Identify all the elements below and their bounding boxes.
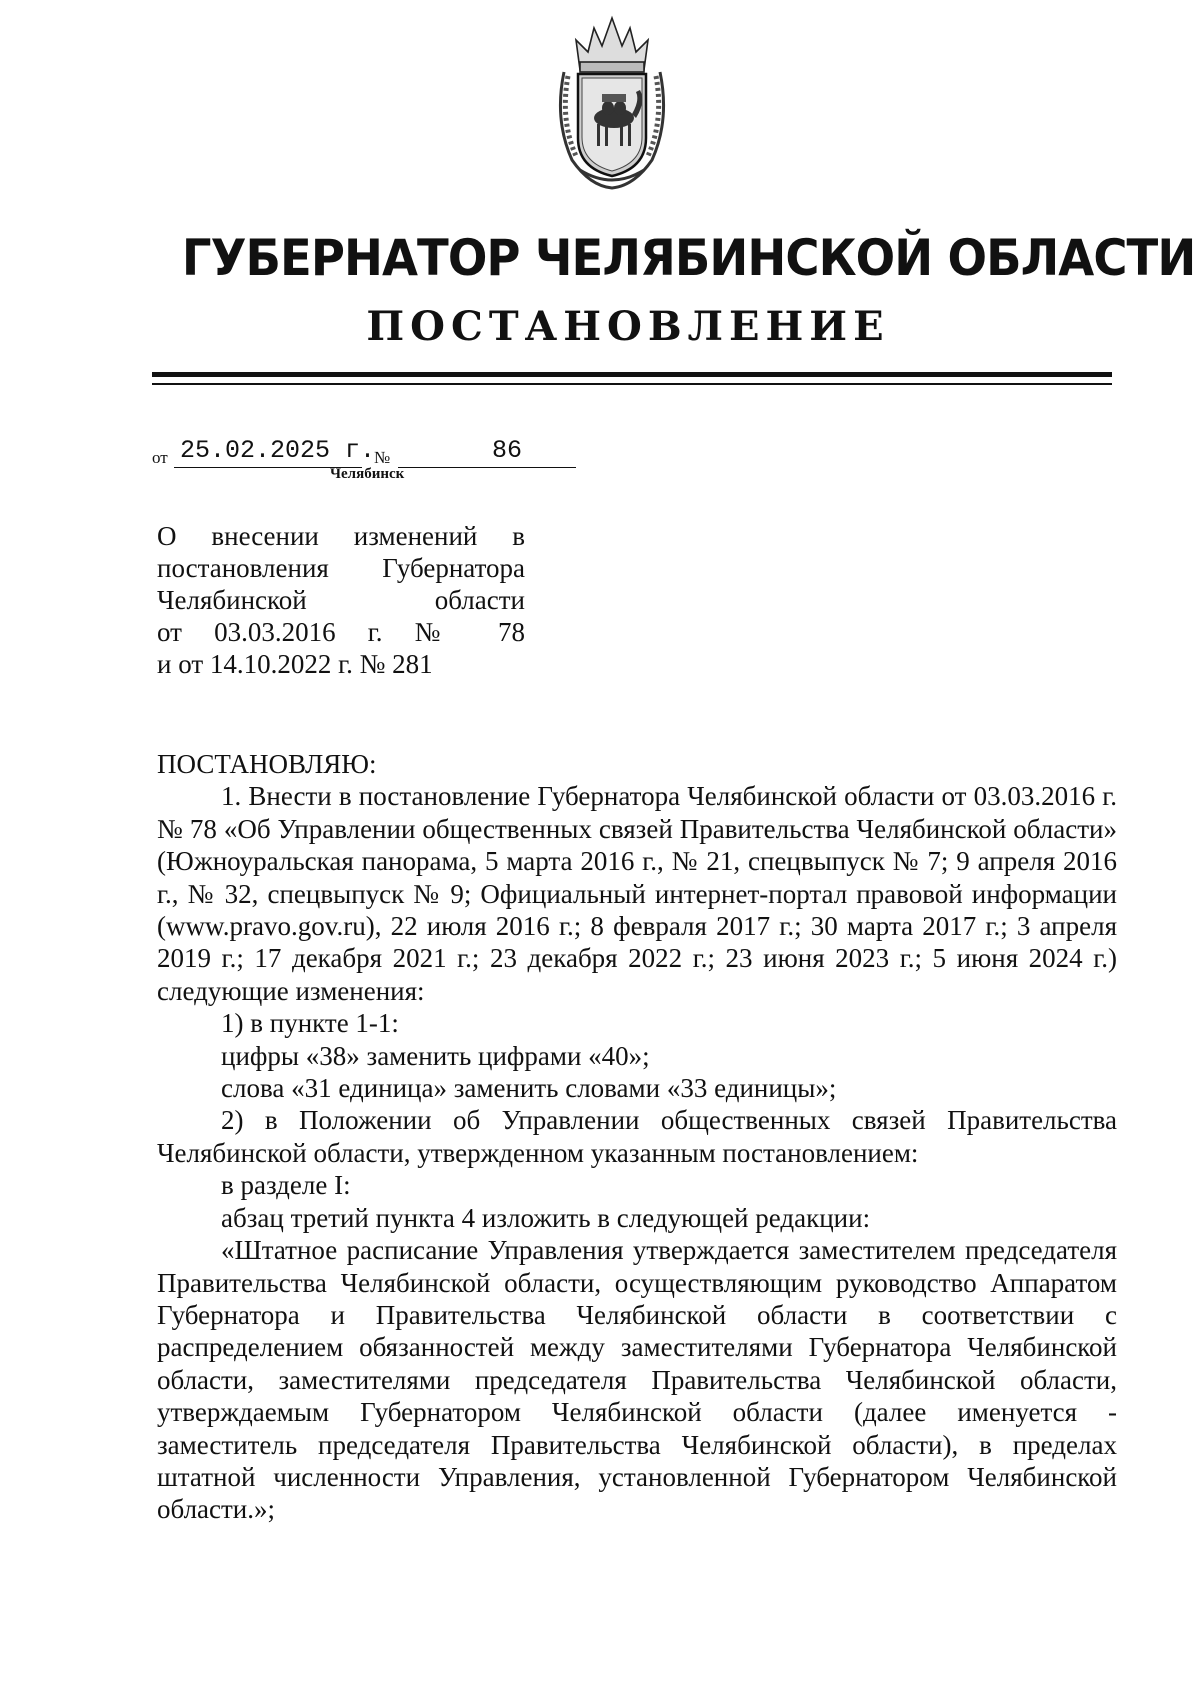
coat-of-arms-icon xyxy=(550,10,674,190)
subject-line: О внесении изменений в xyxy=(157,521,525,551)
paragraph-words: слова «31 единица» заменить словами «33 единицы»; xyxy=(221,1073,837,1104)
document-body xyxy=(157,748,1117,1526)
paragraph-2: 2) в Положении об Управлении общественных связей Правительства Челябинской области, утвержденном указанным постановлением: xyxy=(157,1105,1117,1168)
paragraph-1-1: 1) в пункте 1-1: xyxy=(221,1008,399,1039)
document-type-title: ПОСТАНОВЛЕНИЕ xyxy=(366,303,890,350)
number-underline xyxy=(398,467,576,468)
subject-line: от 03.03.2016 г. № 78 xyxy=(157,617,525,647)
subject-line: постановления Губернатора xyxy=(157,553,525,583)
document-number: 86 xyxy=(492,436,523,465)
paragraph-quote: «Штатное расписание Управления утверждается заместителем председателя Правительства Челябинской области, осуществляющим руководство Аппаратом Губернатора и Правительства Челябинской области в соответствии с распределением обязанностей между заместителями Губернатора Челябинской области, заместителями председателя Правительства Челябинской области, утверждаемым Губернатором Челябинской области (далее именуется - заместитель председателя Правительства Челябинской области), в пределах штатной численности Управления, установленной Губернатором Челябинской области.»; xyxy=(157,1235,1117,1525)
decree-word: ПОСТАНОВЛЯЮ: xyxy=(157,749,377,779)
paragraph-1: 1. Внести в постановление Губернатора Челябинской области от 03.03.2016 г. № 78 «Об Управлении общественных связей Правительства Челябинской области» (Южноуральская панорама, 5 марта 2016 г., № 21, спецвыпуск № 7; 9 апреля 2016 г., № 32, спецвыпуск № 9; Официальный интернет-портал правовой информации (www.pravo.gov.ru), 22 июля 2016 г.; 8 февраля 2017 г.; 30 марта 2017 г.; 3 апреля 2019 г.; 17 декабря 2021 г.; 23 декабря 2022 г.; 23 июня 2023 г.; 5 июня 2024 г.) следующие изменения: xyxy=(157,781,1117,1006)
subject-line: Челябинской области xyxy=(157,585,525,615)
city-of-issue: Челябинск xyxy=(330,466,405,482)
header-rule-thin xyxy=(152,383,1112,385)
date-label: от xyxy=(152,448,168,467)
paragraph-section: в разделе I: xyxy=(221,1170,351,1201)
header-rule-thick xyxy=(152,372,1112,377)
paragraph-abzac: абзац третий пункта 4 изложить в следующей редакции: xyxy=(221,1202,871,1233)
number-label: № xyxy=(374,448,391,467)
issuing-authority-title: ГУБЕРНАТОР ЧЕЛЯБИНСКОЙ ОБЛАСТИ xyxy=(181,229,1196,287)
document-subject xyxy=(157,520,525,680)
subject-line: и от 14.10.2022 г. № 281 xyxy=(157,649,433,679)
document-date: 25.02.2025 г. xyxy=(180,436,376,465)
paragraph-digits: цифры «38» заменить цифрами «40»; xyxy=(221,1040,650,1071)
